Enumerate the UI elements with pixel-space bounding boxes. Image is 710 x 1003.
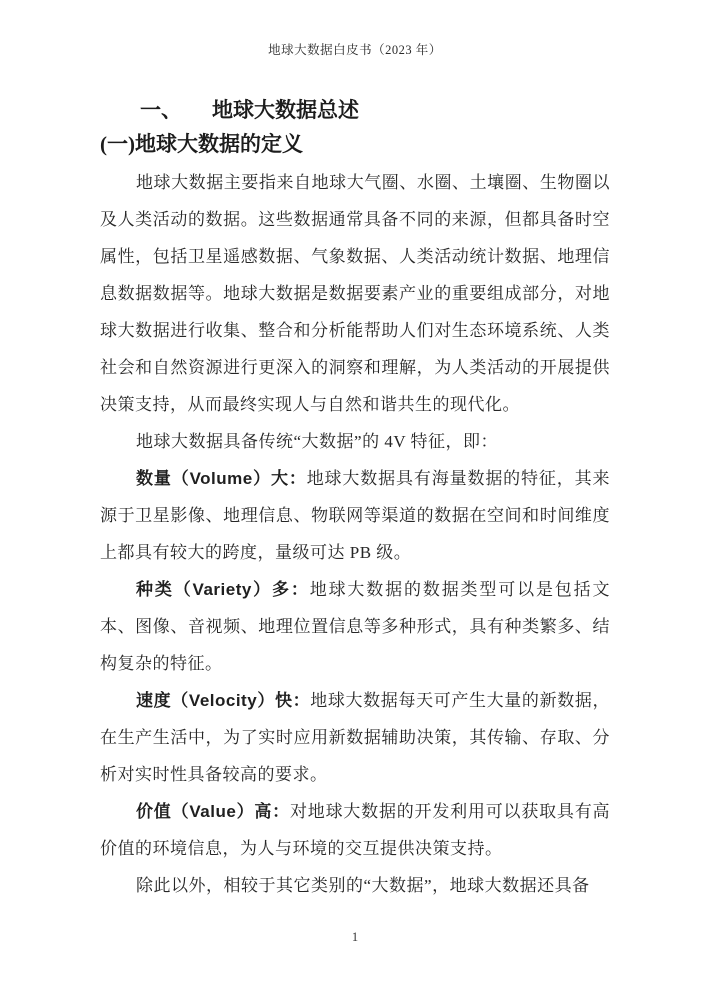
paragraph [100, 571, 610, 682]
paragraph-text: 地球大数据具有海量数据的特征，其来源于卫星影像、地理信息、物联网等渠道的数据在空间和时间维度上都具有较大的跨度，量级可达 PB 级。 [100, 469, 611, 562]
paragraph-text: 除此以外，相较于其它类别的“大数据”，地球大数据还具备 [136, 876, 590, 895]
paragraph-lead: 速度（Velocity）快： [136, 691, 311, 710]
paragraph [100, 793, 610, 867]
paragraph-lead: 价值（Value）高： [136, 802, 290, 821]
paragraph [100, 682, 610, 793]
paragraph [100, 867, 610, 904]
section-title: 地球大数据总述 [212, 98, 359, 122]
document-header: 地球大数据白皮书（2023 年） [268, 43, 442, 57]
paragraph [100, 423, 610, 460]
paragraph-lead: 数量（Volume）大： [136, 469, 307, 488]
page-number: 1 [351, 930, 359, 944]
section-number: 一、 [140, 98, 182, 122]
paragraph [100, 460, 610, 571]
paragraph-text: 地球大数据每天可产生大量的新数据，在生产生活中，为了实时应用新数据辅助决策，其传输、存取、分析对实时性具备较高的要求。 [100, 691, 610, 784]
paragraph-lead: 种类（Variety）多： [136, 580, 310, 599]
subsection-heading: (一)地球大数据的定义 [100, 132, 303, 156]
document-body [100, 164, 610, 904]
paragraph [100, 164, 610, 423]
paragraph-text: 地球大数据的数据类型可以是包括文本、图像、音视频、地理位置信息等多种形式，具有种类繁多、结构复杂的特征。 [100, 580, 611, 673]
section-heading [100, 93, 610, 127]
paragraph-text: 地球大数据具备传统“大数据”的 4V 特征，即： [136, 432, 499, 451]
paragraph-text: 地球大数据主要指来自地球大气圈、水圈、土壤圈、生物圈以及人类活动的数据。这些数据通常具备不同的来源，但都具备时空属性，包括卫星遥感数据、气象数据、人类活动统计数据、地理信息数据数据等。地球大数据是数据要素产业的重要组成部分，对地球大数据进行收集、整合和分析能帮助人们对生态环境系统、人类社会和自然资源进行更深入的洞察和理解，为人类活动的开展提供决策支持，从而最终实现人与自然和谐共生的现代化。 [100, 173, 610, 414]
paragraph-text: 对地球大数据的开发利用可以获取具有高价值的环境信息，为人与环境的交互提供决策支持。 [100, 802, 610, 858]
